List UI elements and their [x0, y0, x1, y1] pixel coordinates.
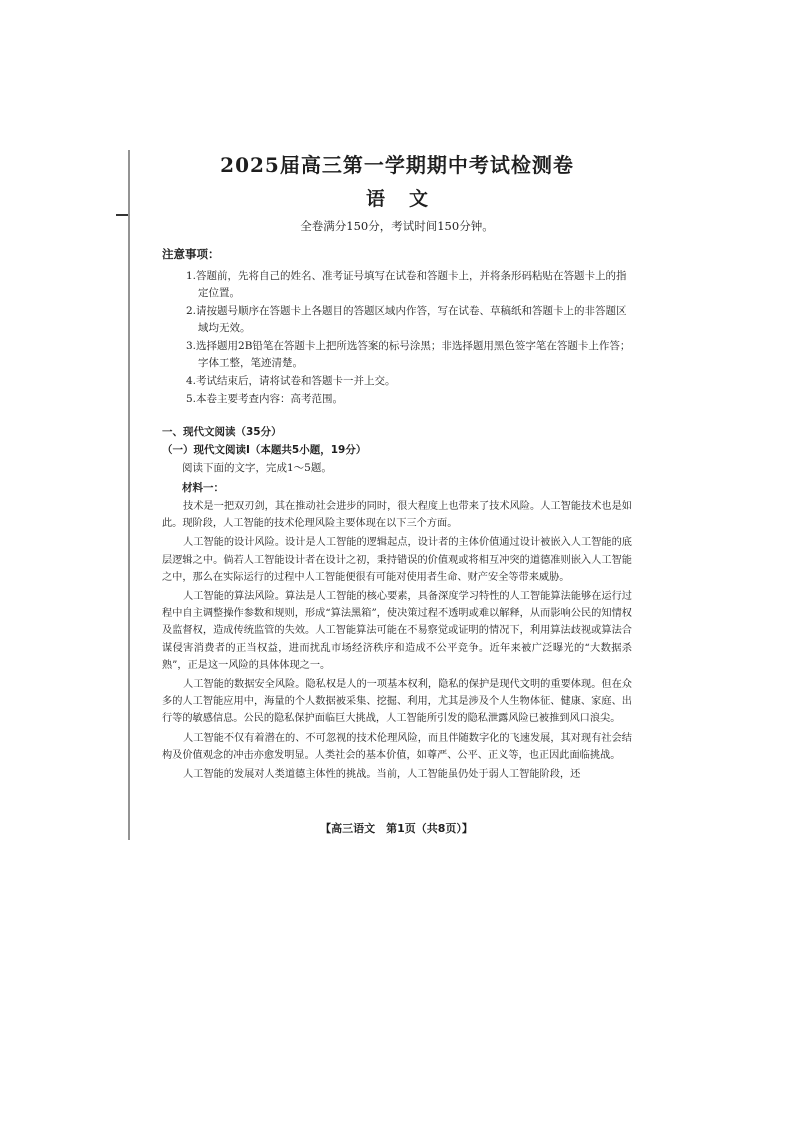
notice-item: 1.答题前，先将自己的姓名、准考证号填写在试卷和答题卡上，并将条形码粘贴在答题卡上的指定位置。 [186, 270, 627, 299]
notice-heading: 注意事项： [162, 247, 220, 261]
section-heading: 一、现代文阅读（35分） [162, 426, 282, 438]
reading-instruction: 阅读下面的文字，完成1～5题。 [182, 462, 332, 474]
passage-paragraph: 人工智能的算法风险。算法是人工智能的核心要素，具备深度学习特性的人工智能算法能够在运行过程中自主调整操作参数和规则，形成“算法黑箱”，使决策过程不透明或难以解释，从而影响公民的知情权及监督权，造成传统监管的失效。人工智能算法可能在不易察觉或证明的情况下，利用算法歧视或算法合谋侵害消费者的正当权益，进而扰乱市场经济秩序和造成不公平竞争。近年来被广泛曝光的“大数据杀熟”，正是这一风险的具体体现之一。 [162, 591, 632, 671]
notice-list [162, 268, 632, 408]
page-footer: 【高三语文 第1页（共8页）】 [320, 822, 473, 835]
score-line: 全卷满分150分，考试时间150分钟。 [300, 219, 494, 233]
notice-item: 3.选择题用2B铅笔在答题卡上把所选答案的标号涂黑；非选择题用黑色签字笔在答题卡上作答；字体工整，笔迹清楚。 [186, 340, 631, 369]
exam-page [162, 142, 632, 783]
notice-item: 2.请按题号顺序在答题卡上各题目的答题区域内作答，写在试卷、草稿纸和答题卡上的非答题区域均无效。 [186, 305, 627, 334]
notice-item: 5.本卷主要考查内容：高考范围。 [186, 393, 344, 405]
passage-paragraph: 人工智能的发展对人类道德主体性的挑战。当前，人工智能虽仍处于弱人工智能阶段，还 [183, 769, 581, 781]
material-label: 材料一： [182, 482, 224, 494]
notice-item: 4.考试结束后，请将试卷和答题卡一并上交。 [186, 375, 396, 387]
subject-title: 语文 [365, 188, 452, 210]
scan-edge-mark [116, 214, 128, 216]
passage-paragraph: 人工智能的设计风险。设计是人工智能的逻辑起点，设计者的主体价值通过设计被嵌入人工智能的底层逻辑之中。倘若人工智能设计者在设计之初，秉持错误的价值观或将相互冲突的道德准则嵌入人工智能之中，那么在实际运行的过程中人工智能便很有可能对使用者生命、财产安全等带来威胁。 [162, 537, 632, 583]
passage-paragraph: 人工智能的数据安全风险。隐私权是人的一项基本权利，隐私的保护是现代文明的重要体现。但在众多的人工智能应用中，海量的个人数据被采集、挖掘、利用，尤其是涉及个人生物体征、健康、家庭、出行等的敏感信息。公民的隐私保护面临巨大挑战，人工智能所引发的隐私泄露风险已被推到风口浪尖。 [162, 679, 632, 725]
subsection-heading: （一）现代文阅读Ⅰ（本题共5小题，19分） [162, 444, 367, 456]
exam-title: 2025届高三第一学期期中考试检测卷 [220, 153, 574, 177]
scan-edge-line [128, 150, 130, 840]
passage-paragraph: 技术是一把双刃剑，其在推动社会进步的同时，很大程度上也带来了技术风险。人工智能技术也是如此。现阶段，人工智能的技术伦理风险主要体现在以下三个方面。 [162, 501, 632, 530]
passage-paragraph: 人工智能不仅有着潜在的、不可忽视的技术伦理风险，而且伴随数字化的飞速发展，其对现有社会结构及价值观念的冲击亦愈发明显。人类社会的基本价值，如尊严、公平、正义等，也正因此面临挑战。 [162, 732, 632, 761]
